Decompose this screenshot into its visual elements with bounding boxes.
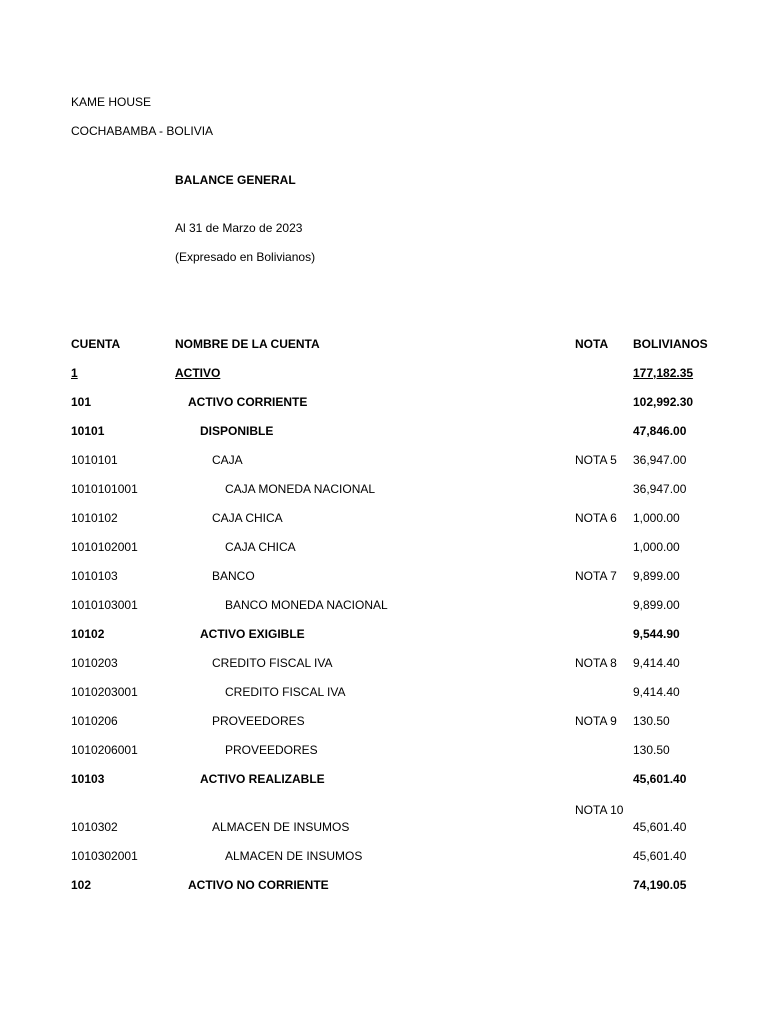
company-location: COCHABAMBA - BOLIVIA: [71, 124, 214, 138]
account-amount: 45,601.40: [633, 820, 687, 834]
account-note: NOTA 7: [575, 569, 617, 583]
account-code: 102: [71, 878, 92, 892]
account-name: CAJA CHICA: [212, 511, 283, 525]
account-code: 1010302001: [71, 849, 138, 863]
account-amount: 130.50: [633, 714, 670, 728]
account-name: ALMACEN DE INSUMOS: [225, 849, 363, 863]
account-note: NOTA 8: [575, 656, 617, 670]
account-name: ACTIVO REALIZABLE: [200, 772, 325, 786]
account-name: BANCO MONEDA NACIONAL: [225, 598, 388, 612]
account-name: CREDITO FISCAL IVA: [225, 685, 346, 699]
account-amount: 130.50: [633, 743, 670, 757]
account-name: ACTIVO CORRIENTE: [188, 395, 308, 409]
report-date: Al 31 de Marzo de 2023: [175, 221, 303, 235]
account-note: NOTA 10: [575, 803, 624, 817]
account-code: 1010203001: [71, 685, 138, 699]
account-code: 10101: [71, 424, 105, 438]
account-name: ACTIVO EXIGIBLE: [200, 627, 305, 641]
account-amount: 9,899.00: [633, 569, 680, 583]
account-note: NOTA 6: [575, 511, 617, 525]
account-code: 1010206: [71, 714, 118, 728]
company-name: KAME HOUSE: [71, 95, 152, 109]
table-row: [0, 743, 768, 772]
account-code: 1010101001: [71, 482, 138, 496]
account-code: 1010203: [71, 656, 118, 670]
table-row: [0, 714, 768, 743]
table-row: [0, 540, 768, 569]
account-amount: 102,992.30: [633, 395, 694, 409]
table-row: [0, 878, 768, 907]
account-amount: 177,182.35: [633, 366, 694, 380]
account-name: CREDITO FISCAL IVA: [212, 656, 333, 670]
header-nota: NOTA: [575, 337, 609, 351]
table-row: [0, 685, 768, 714]
account-amount: 9,544.90: [633, 627, 680, 641]
account-name: BANCO: [212, 569, 255, 583]
account-name: ALMACEN DE INSUMOS: [212, 820, 350, 834]
table-row: [0, 482, 768, 511]
account-name: CAJA CHICA: [225, 540, 296, 554]
account-amount: 1,000.00: [633, 511, 680, 525]
account-code: 10103: [71, 772, 105, 786]
account-amount: 36,947.00: [633, 482, 687, 496]
table-row: [0, 424, 768, 453]
account-name: ACTIVO: [175, 366, 221, 380]
account-code: 1010103: [71, 569, 118, 583]
account-name: DISPONIBLE: [200, 424, 274, 438]
account-amount: 9,414.40: [633, 685, 680, 699]
account-code: 1010103001: [71, 598, 138, 612]
table-row: [0, 511, 768, 540]
account-name: PROVEEDORES: [225, 743, 318, 757]
account-amount: 47,846.00: [633, 424, 687, 438]
account-amount: 9,414.40: [633, 656, 680, 670]
account-amount: 74,190.05: [633, 878, 687, 892]
table-row: [0, 453, 768, 482]
table-row: [0, 801, 768, 834]
table-row: [0, 627, 768, 656]
account-name: PROVEEDORES: [212, 714, 305, 728]
header-cuenta: CUENTA: [71, 337, 121, 351]
header-nombre: NOMBRE DE LA CUENTA: [175, 337, 320, 351]
account-code: 1010101: [71, 453, 118, 467]
table-row: [0, 772, 768, 801]
table-row: [0, 656, 768, 685]
account-amount: 36,947.00: [633, 453, 687, 467]
table-row: [0, 366, 768, 395]
header-bolivianos: BOLIVIANOS: [633, 337, 708, 351]
account-code: 1010206001: [71, 743, 138, 757]
account-name: CAJA: [212, 453, 243, 467]
account-note: NOTA 9: [575, 714, 617, 728]
account-name: ACTIVO NO CORRIENTE: [188, 878, 329, 892]
table-row: [0, 598, 768, 627]
table-row: [0, 569, 768, 598]
account-amount: 45,601.40: [633, 772, 687, 786]
table-row: [0, 395, 768, 424]
account-name: CAJA MONEDA NACIONAL: [225, 482, 376, 496]
account-amount: 9,899.00: [633, 598, 680, 612]
report-title: BALANCE GENERAL: [175, 173, 296, 187]
account-amount: 45,601.40: [633, 849, 687, 863]
currency-note: (Expresado en Bolivianos): [175, 250, 316, 264]
account-code: 1: [71, 366, 78, 380]
account-amount: 1,000.00: [633, 540, 680, 554]
account-code: 1010302: [71, 820, 118, 834]
account-code: 101: [71, 395, 92, 409]
table-row: [0, 849, 768, 878]
account-code: 1010102001: [71, 540, 138, 554]
account-code: 1010102: [71, 511, 118, 525]
account-code: 10102: [71, 627, 105, 641]
account-note: NOTA 5: [575, 453, 617, 467]
